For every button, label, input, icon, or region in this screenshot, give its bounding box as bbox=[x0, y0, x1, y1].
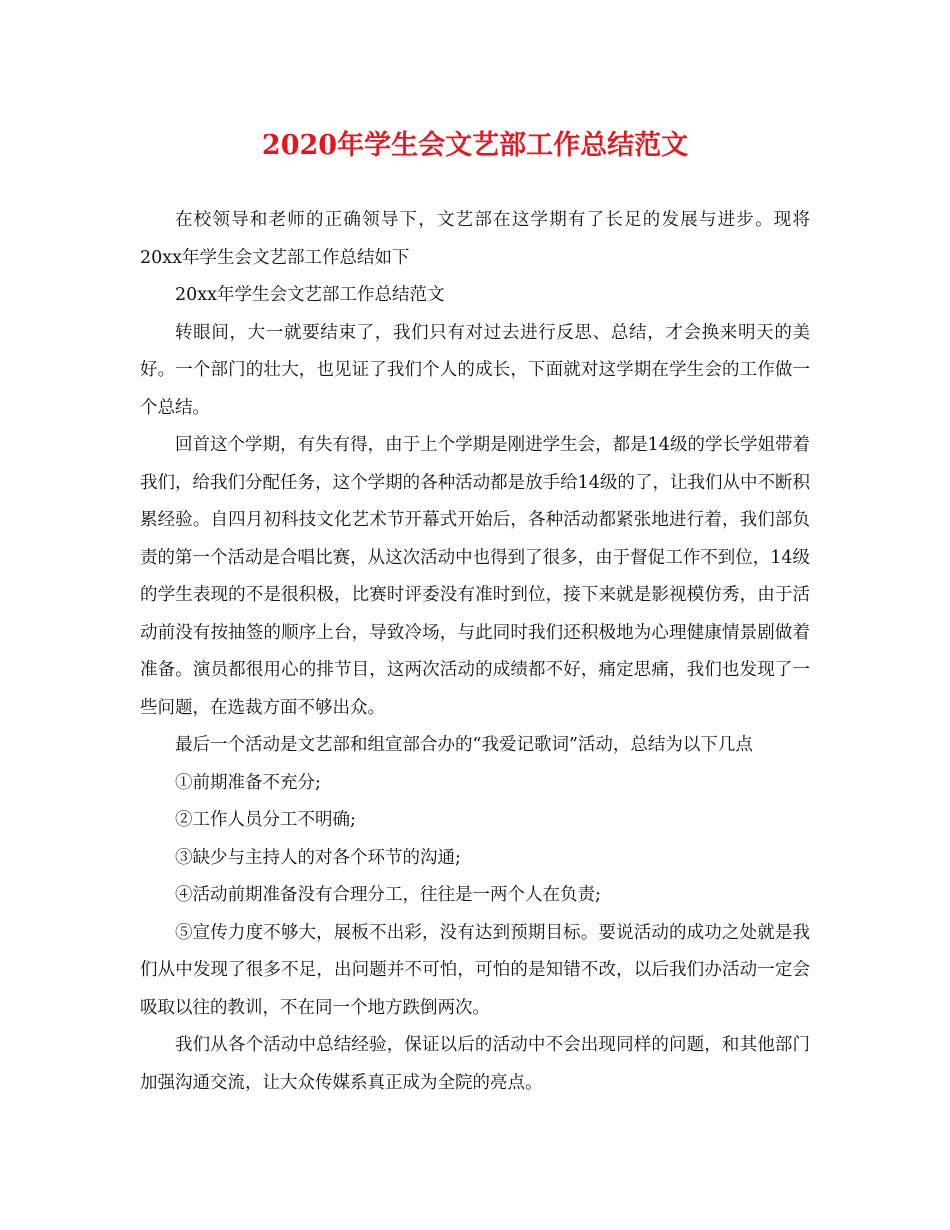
paragraph-subtitle: 20xx年学生会文艺部工作总结范文 bbox=[175, 285, 445, 305]
paragraph-opening: 转眼间，大一就要结束了，我们只有对过去进行反思、总结，才会换来明天的美好。一个部门的壮大，也见证了我们个人的成长，下面就对这学期在学生会的工作做一个总结。 bbox=[140, 322, 810, 418]
list-item-3: ③缺少与主持人的对各个环节的沟通; bbox=[175, 847, 461, 868]
paragraph-intro: 在校领导和老师的正确领导下，文艺部在这学期有了长足的发展与进步。现将20xx年学生会文艺部工作总结如下 bbox=[140, 210, 810, 268]
list-item-5: ⑤宣传力度不够大，展板不出彩，没有达到预期目标。要说活动的成功之处就是我们从中发现了很多不足，出问题并不可怕，可怕的是知错不改，以后我们办活动一定会吸取以往的教训，不在同一个地方跌倒两次。 bbox=[140, 922, 810, 1018]
list-item-1: ①前期准备不充分; bbox=[175, 772, 321, 793]
document-body bbox=[140, 202, 810, 1102]
paragraph-review: 回首这个学期，有失有得，由于上个学期是刚进学生会，都是14级的学长学姐带着我们，给我们分配任务，这个学期的各种活动都是放手给14级的了，让我们从中不断积累经验。自四月初科技文化艺术节开幕式开始后，各种活动都紧张地进行着，我们部负责的第一个活动是合唱比赛，从这次活动中也得到了很多，由于督促工作不到位，14级的学生表现的不是很积极，比赛时评委没有准时到位，接下来就是影视模仿秀，由于活动前没有按抽签的顺序上台，导致冷场，与此同时我们还积极地为心理健康情景剧做着准备。演员都很用心的排节目，这两次活动的成绩都不好，痛定思痛，我们也发现了一些问题，在选裁方面不够出众。 bbox=[140, 435, 810, 718]
paragraph-conclusion: 我们从各个活动中总结经验，保证以后的活动中不会出现同样的问题，和其他部门加强沟通交流，让大众传媒系真正成为全院的亮点。 bbox=[140, 1035, 810, 1093]
list-item-4: ④活动前期准备没有合理分工，往往是一两个人在负责; bbox=[175, 885, 601, 905]
paragraph-last-activity: 最后一个活动是文艺部和组宣部合办的“我爱记歌词”活动，总结为以下几点 bbox=[175, 735, 753, 755]
list-item-2: ②工作人员分工不明确; bbox=[175, 810, 356, 830]
document-title: 2020年学生会文艺部工作总结范文 bbox=[261, 130, 689, 161]
